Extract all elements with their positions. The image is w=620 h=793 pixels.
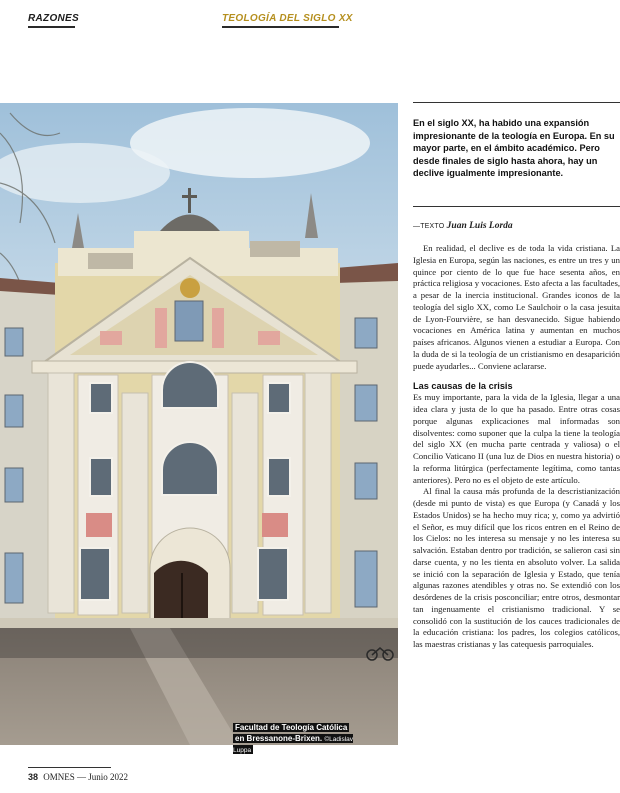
footer-rule xyxy=(28,767,111,768)
lede-bottom-rule xyxy=(413,206,620,207)
body-paragraph-1: En realidad, el declive es de toda la vida cristiana. La Iglesia en Europa, según las naciones, es entre un tres y un quince por ciento de lo que fue hace sesenta años, en práctica religiosa y vocaciones. Esto afecta a las facultades, a pesar de la inercia institucional. Grandes iconos de la teología del siglo XX, como Le Saulchoir o la casa jesuita de Lyon-Fourvière, se han desvanecido. Sigue habiendo vocaciones en América latina y aumentan en muchos países africanos. Algunos vienen a estudiar a Europa. Con la duda de si la teología de un cristianismo en desaparición puede ayudarles... Conviene aclararse. xyxy=(413,243,620,371)
topic-underline xyxy=(222,26,339,28)
lede-paragraph: En el siglo XX, ha habido una expansión impresionante de la teología en Europa. En su mayor parte, en el ámbito académico. Pero desde finales de siglo hasta ahora, hay un declive igualmente impresionante. xyxy=(413,118,615,178)
byline-author: Juan Luis Lorda xyxy=(446,221,513,231)
photo-caption xyxy=(233,723,373,757)
building-photo xyxy=(0,103,398,745)
caption-line-2: en Bressanone-Brixen. xyxy=(235,733,323,743)
section-underline xyxy=(28,26,75,28)
photo-credit: ©Ladislav Luppa xyxy=(233,735,354,754)
page-footer xyxy=(28,772,128,782)
byline xyxy=(413,220,620,231)
byline-label: —TEXTO xyxy=(413,223,445,230)
page-number: 38 xyxy=(28,772,39,782)
body-paragraph-3: Al final la causa más profunda de la descristianización (desde mi punto de vista) es que Europa (y Canadá y los Estados Unidos) se ha hecho muy rica; y, como ya advirtió el Señor, es muy difícil que los ricos entren en el Reino de los Cielos: no les interesa su mensaje y no les interesa su salvación. Estaban dentro por tradición, se salieron casi sin darse cuenta, y no les tienta en absoluto volver. La salida se inició con la separación de Iglesia y Estado, que tenía algunas razones atendibles y otras no. Se extendió con los desórdenes de la crisis posconciliar; entre otros, desmontar tan ingenuamente el cristianismo tradicional. Y se consolidó con la sustitución de los cauces tradicionales de la educación cristiana: los padres, los colegios católicos, las maestras cristianas y las catequesis parroquiales. xyxy=(413,486,620,649)
caption-line-1: Facultad de Teología Católica xyxy=(235,723,348,732)
section-label: RAZONES xyxy=(28,13,79,24)
section-heading: Las causas de la crisis xyxy=(413,381,513,392)
lede-top-rule xyxy=(413,102,620,103)
publication-info: OMNES — Junio 2022 xyxy=(43,772,129,782)
topic-label: TEOLOGÍA DEL SIGLO XX xyxy=(222,13,353,24)
body-paragraph-2: Es muy importante, para la vida de la Iglesia, llegar a una idea clara y justa de lo que ha pasado. Entre otras cosas porque algunas explicaciones mal informadas son disolventes: como suponer que la culpa la tiene la teología del siglo XX (en mucha parte centrada y valiosa) o el Concilio Vaticano II (una luz de Dios en nuestra historia) o la reforma litúrgica (perfectamente legítima, como tantas anteriores). Pero no es el objeto de este artículo. xyxy=(413,392,620,485)
article-body xyxy=(413,243,620,651)
